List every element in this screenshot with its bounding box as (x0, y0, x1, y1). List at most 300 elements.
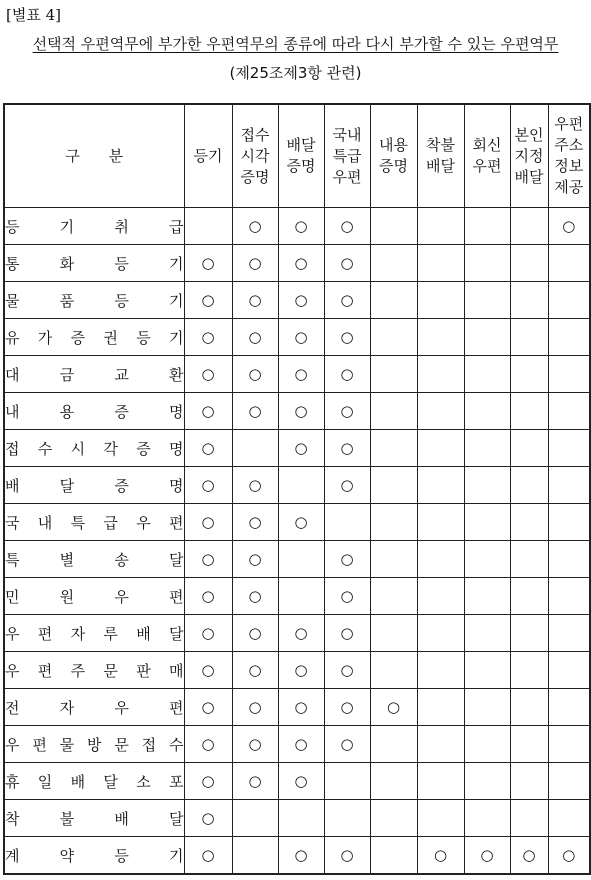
mark-cell (278, 652, 324, 689)
circle-mark: ○ (248, 624, 262, 642)
mark-cell (370, 467, 417, 504)
mark-cell (417, 319, 464, 356)
mark-cell (232, 800, 278, 837)
mark-cell (324, 615, 370, 652)
mark-cell (548, 689, 590, 726)
header-line: 배달 (426, 157, 455, 175)
mark-cell (510, 615, 548, 652)
row-label: 통 화 등 기 (4, 245, 184, 282)
mark-cell (464, 430, 510, 467)
circle-mark: ○ (294, 624, 308, 642)
mark-cell (548, 467, 590, 504)
mark-cell (324, 652, 370, 689)
circle-mark: ○ (294, 254, 308, 272)
mark-cell (417, 578, 464, 615)
table-header-row (4, 104, 590, 208)
mark-cell (510, 467, 548, 504)
circle-mark: ○ (340, 735, 354, 753)
mark-cell (324, 245, 370, 282)
mark-cell (324, 208, 370, 245)
header-service-9 (548, 104, 590, 208)
mark-cell (417, 689, 464, 726)
row-label: 특 별 송 달 (4, 541, 184, 578)
row-label: 대 금 교 환 (4, 356, 184, 393)
circle-mark: ○ (201, 809, 215, 827)
header-line: 배달 (514, 167, 544, 186)
mark-cell (184, 578, 232, 615)
mark-cell (464, 504, 510, 541)
mark-cell (464, 800, 510, 837)
header-line: 증명 (240, 167, 270, 186)
header-service-1 (184, 104, 232, 208)
row-label: 우 편 물 방 문 접 수 (4, 726, 184, 763)
circle-mark: ○ (201, 772, 215, 790)
circle-mark: ○ (248, 550, 262, 568)
header-line: 배달 (286, 136, 316, 154)
header-service-7 (464, 104, 510, 208)
circle-mark: ○ (294, 328, 308, 346)
circle-mark: ○ (201, 476, 215, 494)
mark-cell (278, 689, 324, 726)
mark-cell (278, 726, 324, 763)
circle-mark: ○ (340, 254, 354, 272)
mark-cell (184, 504, 232, 541)
circle-mark: ○ (248, 217, 262, 235)
header-service-6 (417, 104, 464, 208)
mark-cell (464, 615, 510, 652)
header-line: 제공 (554, 178, 584, 196)
mark-cell (370, 208, 417, 245)
mark-cell (232, 541, 278, 578)
table-row (4, 726, 590, 763)
row-label: 국 내 특 급 우 편 (4, 504, 184, 541)
circle-mark: ○ (340, 846, 354, 864)
circle-mark: ○ (294, 291, 308, 309)
circle-mark: ○ (562, 217, 576, 235)
circle-mark: ○ (386, 698, 401, 716)
header-service-4 (324, 104, 370, 208)
row-label: 접 수 시 각 증 명 (4, 430, 184, 467)
header-line: 지정 (514, 146, 544, 165)
row-label: 우 편 주 문 판 매 (4, 652, 184, 689)
mark-cell (510, 282, 548, 319)
circle-mark: ○ (248, 328, 262, 346)
table-row (4, 282, 590, 319)
mark-cell (184, 467, 232, 504)
mark-cell (548, 504, 590, 541)
circle-mark: ○ (201, 846, 215, 864)
annex-label: [별표 4] (6, 6, 61, 24)
circle-mark: ○ (340, 328, 354, 346)
header-line: 우편 (472, 157, 502, 175)
header-line: 증명 (286, 157, 316, 175)
mark-cell (417, 430, 464, 467)
circle-mark: ○ (340, 550, 354, 568)
mark-cell (324, 726, 370, 763)
table-row (4, 430, 590, 467)
mark-cell (548, 208, 590, 245)
circle-mark: ○ (294, 735, 308, 753)
table-row (4, 319, 590, 356)
document-title-text: 선택적 우편역무에 부가한 우편역무의 종류에 따라 다시 부가할 수 있는 우편역무 (32, 35, 559, 53)
circle-mark: ○ (340, 476, 354, 494)
circle-mark: ○ (340, 439, 354, 457)
row-label: 전 자 우 편 (4, 689, 184, 726)
mark-cell (232, 356, 278, 393)
header-line: 시각 (240, 146, 270, 165)
mark-cell (370, 356, 417, 393)
mark-cell (184, 652, 232, 689)
circle-mark: ○ (248, 587, 262, 605)
mark-cell (370, 800, 417, 837)
mark-cell (464, 356, 510, 393)
circle-mark: ○ (294, 846, 308, 864)
circle-mark: ○ (340, 365, 354, 383)
mark-cell (510, 245, 548, 282)
mark-cell (464, 282, 510, 319)
circle-mark: ○ (201, 513, 215, 531)
mark-cell (232, 763, 278, 800)
mark-cell (370, 578, 417, 615)
mark-cell (464, 652, 510, 689)
circle-mark: ○ (248, 254, 262, 272)
header-line: 회신 (472, 136, 502, 154)
circle-mark: ○ (340, 698, 354, 716)
mark-cell (464, 541, 510, 578)
row-label: 유 가 증 권 등 기 (4, 319, 184, 356)
mark-cell (548, 578, 590, 615)
circle-mark: ○ (201, 587, 215, 605)
mark-cell (324, 504, 370, 541)
circle-mark: ○ (340, 624, 354, 642)
circle-mark: ○ (294, 772, 308, 790)
mark-cell (184, 615, 232, 652)
table-row (4, 837, 590, 875)
mark-cell (510, 726, 548, 763)
mark-cell (232, 282, 278, 319)
mark-cell (510, 763, 548, 800)
header-line: 구 분 (65, 146, 124, 165)
mark-cell (417, 208, 464, 245)
mark-cell (510, 356, 548, 393)
mark-cell (510, 208, 548, 245)
mark-cell (232, 208, 278, 245)
mark-cell (184, 800, 232, 837)
mark-cell (370, 504, 417, 541)
mark-cell (232, 504, 278, 541)
mark-cell (510, 319, 548, 356)
mark-cell (370, 726, 417, 763)
mark-cell (370, 541, 417, 578)
mark-cell (324, 356, 370, 393)
table-row (4, 615, 590, 652)
mark-cell (548, 763, 590, 800)
mark-cell (370, 615, 417, 652)
header-service-8 (510, 104, 548, 208)
mark-cell (232, 467, 278, 504)
mark-cell (278, 467, 324, 504)
table-row (4, 208, 590, 245)
mark-cell (370, 393, 417, 430)
mark-cell (184, 726, 232, 763)
row-label: 등 기 취 급 (4, 208, 184, 245)
mark-cell (417, 467, 464, 504)
mark-cell (324, 430, 370, 467)
table-body (4, 208, 590, 875)
mark-cell (464, 837, 510, 875)
header-line: 국내 (332, 125, 362, 144)
header-line: 정보 (554, 157, 584, 175)
circle-mark: ○ (201, 402, 215, 420)
mark-cell (370, 763, 417, 800)
table-row (4, 763, 590, 800)
mark-cell (232, 430, 278, 467)
mark-cell (324, 319, 370, 356)
mark-cell (370, 837, 417, 875)
circle-mark: ○ (294, 365, 308, 383)
mark-cell (184, 282, 232, 319)
mark-cell (548, 430, 590, 467)
mark-cell (510, 430, 548, 467)
circle-mark: ○ (201, 365, 215, 383)
mark-cell (232, 837, 278, 875)
row-label: 배 달 증 명 (4, 467, 184, 504)
mark-cell (417, 282, 464, 319)
mark-cell (324, 467, 370, 504)
header-service-3 (278, 104, 324, 208)
mark-cell (278, 282, 324, 319)
mark-cell (548, 837, 590, 875)
mark-cell (548, 800, 590, 837)
mark-cell (370, 430, 417, 467)
mark-cell (464, 208, 510, 245)
mark-cell (278, 800, 324, 837)
mark-cell (417, 541, 464, 578)
mark-cell (232, 689, 278, 726)
circle-mark: ○ (480, 846, 494, 864)
circle-mark: ○ (201, 624, 215, 642)
mark-cell (370, 689, 417, 726)
mark-cell (232, 652, 278, 689)
header-line: 우편 (332, 167, 362, 186)
row-label: 내 용 증 명 (4, 393, 184, 430)
mark-cell (510, 578, 548, 615)
mark-cell (548, 615, 590, 652)
mark-cell (510, 837, 548, 875)
mark-cell (324, 800, 370, 837)
mark-cell (510, 393, 548, 430)
circle-mark: ○ (201, 291, 215, 309)
mark-cell (184, 763, 232, 800)
mark-cell (278, 763, 324, 800)
header-line: 등기 (193, 146, 223, 165)
mark-cell (417, 615, 464, 652)
mark-cell (232, 319, 278, 356)
mark-cell (548, 393, 590, 430)
table-row (4, 245, 590, 282)
mark-cell (278, 541, 324, 578)
circle-mark: ○ (522, 846, 536, 864)
row-label: 착 불 배 달 (4, 800, 184, 837)
mark-cell (324, 837, 370, 875)
document-title (0, 33, 591, 54)
mark-cell (548, 319, 590, 356)
mark-cell (464, 726, 510, 763)
mark-cell (278, 837, 324, 875)
mark-cell (278, 245, 324, 282)
mark-cell (417, 504, 464, 541)
circle-mark: ○ (294, 402, 308, 420)
mark-cell (510, 689, 548, 726)
mark-cell (278, 319, 324, 356)
circle-mark: ○ (248, 402, 262, 420)
row-label: 민 원 우 편 (4, 578, 184, 615)
circle-mark: ○ (201, 254, 215, 272)
mark-cell (464, 689, 510, 726)
circle-mark: ○ (248, 513, 262, 531)
circle-mark: ○ (201, 661, 215, 679)
header-line: 착불 (426, 136, 455, 154)
mark-cell (510, 800, 548, 837)
mark-cell (324, 282, 370, 319)
mark-cell (184, 393, 232, 430)
circle-mark: ○ (340, 291, 354, 309)
mark-cell (510, 504, 548, 541)
circle-mark: ○ (294, 439, 308, 457)
mark-cell (184, 356, 232, 393)
mark-cell (464, 319, 510, 356)
circle-mark: ○ (340, 217, 354, 235)
circle-mark: ○ (248, 772, 262, 790)
mark-cell (278, 615, 324, 652)
mark-cell (184, 430, 232, 467)
circle-mark: ○ (294, 661, 308, 679)
circle-mark: ○ (294, 698, 308, 716)
mark-cell (232, 615, 278, 652)
mark-cell (184, 837, 232, 875)
mark-cell (417, 726, 464, 763)
header-category (4, 104, 184, 208)
mark-cell (548, 245, 590, 282)
circle-mark: ○ (248, 735, 262, 753)
mark-cell (464, 393, 510, 430)
mark-cell (464, 467, 510, 504)
mark-cell (370, 282, 417, 319)
table-row (4, 356, 590, 393)
mark-cell (548, 726, 590, 763)
table-row (4, 689, 590, 726)
row-label: 휴 일 배 달 소 포 (4, 763, 184, 800)
header-line: 증명 (379, 157, 408, 175)
mark-cell (184, 319, 232, 356)
mark-cell (184, 689, 232, 726)
mark-cell (184, 208, 232, 245)
circle-mark: ○ (340, 661, 354, 679)
mark-cell (548, 356, 590, 393)
circle-mark: ○ (201, 735, 215, 753)
mark-cell (548, 652, 590, 689)
header-line: 주소 (554, 136, 584, 154)
mark-cell (417, 652, 464, 689)
mark-cell (232, 245, 278, 282)
header-line: 본인 (514, 125, 544, 144)
mark-cell (417, 837, 464, 875)
header-service-2 (232, 104, 278, 208)
mark-cell (324, 763, 370, 800)
mark-cell (370, 245, 417, 282)
circle-mark: ○ (294, 513, 308, 531)
row-label: 물 품 등 기 (4, 282, 184, 319)
mark-cell (464, 245, 510, 282)
circle-mark: ○ (248, 698, 262, 716)
mark-cell (278, 208, 324, 245)
circle-mark: ○ (201, 439, 215, 457)
circle-mark: ○ (201, 328, 215, 346)
mark-cell (324, 541, 370, 578)
circle-mark: ○ (294, 217, 308, 235)
mark-cell (370, 652, 417, 689)
mark-cell (232, 726, 278, 763)
mark-cell (324, 578, 370, 615)
mark-cell (278, 578, 324, 615)
mark-cell (548, 541, 590, 578)
circle-mark: ○ (340, 402, 354, 420)
mark-cell (324, 393, 370, 430)
mark-cell (232, 393, 278, 430)
circle-mark: ○ (562, 846, 576, 864)
mark-cell (464, 578, 510, 615)
mark-cell (417, 356, 464, 393)
table-row (4, 578, 590, 615)
mark-cell (232, 578, 278, 615)
circle-mark: ○ (201, 550, 215, 568)
mark-cell (417, 763, 464, 800)
mark-cell (464, 763, 510, 800)
table-row (4, 504, 590, 541)
row-label: 우 편 자 루 배 달 (4, 615, 184, 652)
table-row (4, 800, 590, 837)
mark-cell (278, 504, 324, 541)
circle-mark: ○ (201, 698, 215, 716)
mark-cell (278, 356, 324, 393)
circle-mark: ○ (248, 661, 262, 679)
mark-cell (417, 245, 464, 282)
circle-mark: ○ (248, 365, 262, 383)
header-line: 접수 (240, 125, 270, 144)
circle-mark: ○ (340, 587, 354, 605)
mark-cell (278, 430, 324, 467)
header-service-5 (370, 104, 417, 208)
circle-mark: ○ (248, 476, 262, 494)
header-line: 내용 (379, 136, 408, 154)
mark-cell (417, 393, 464, 430)
mark-cell (510, 541, 548, 578)
table-row (4, 467, 590, 504)
mark-cell (417, 800, 464, 837)
header-line: 특급 (332, 146, 362, 165)
circle-mark: ○ (433, 846, 448, 864)
row-label: 계 약 등 기 (4, 837, 184, 875)
table-row (4, 652, 590, 689)
postal-services-table (3, 103, 591, 875)
header-line: 우편 (554, 115, 584, 133)
mark-cell (370, 319, 417, 356)
mark-cell (548, 282, 590, 319)
mark-cell (324, 689, 370, 726)
mark-cell (184, 245, 232, 282)
mark-cell (184, 541, 232, 578)
circle-mark: ○ (248, 291, 262, 309)
